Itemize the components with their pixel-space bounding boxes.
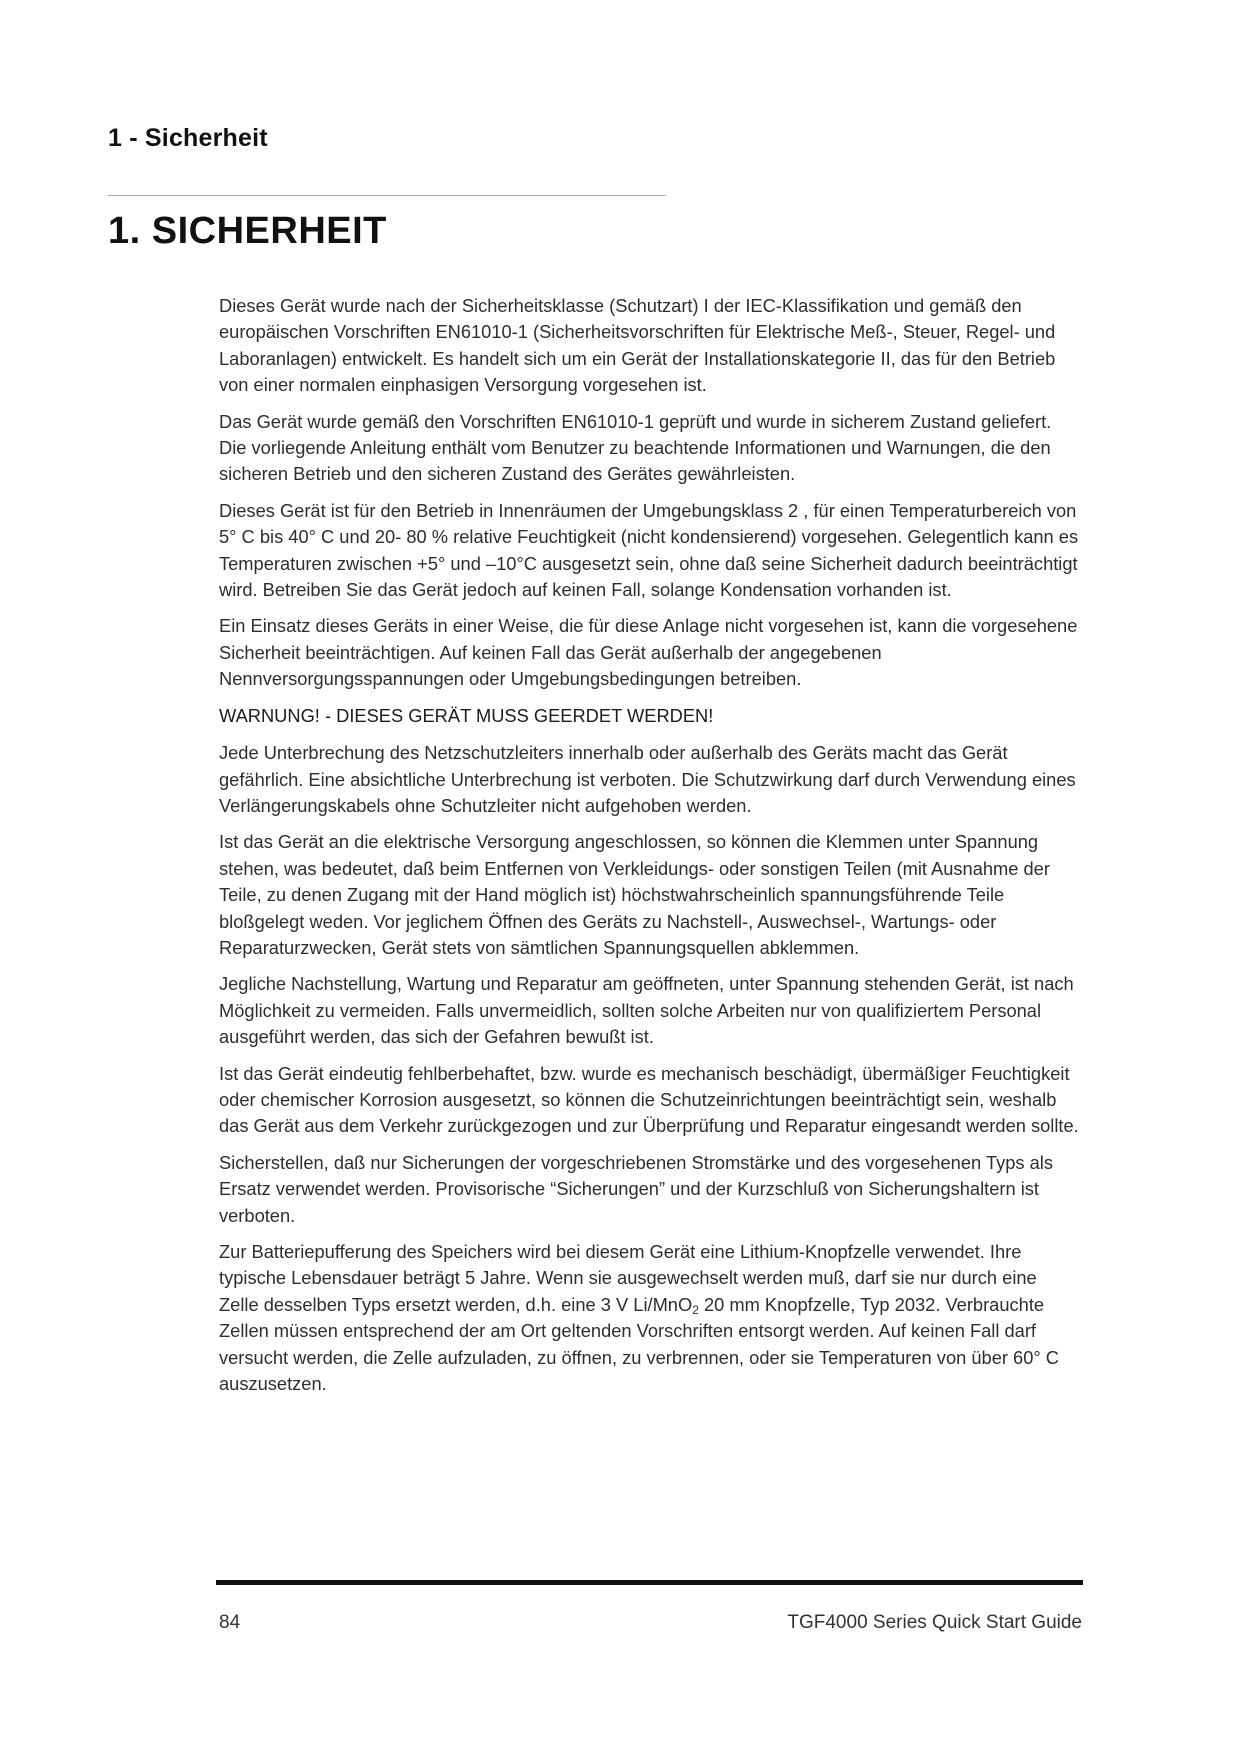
- paragraph-maintenance: Jegliche Nachstellung, Wartung und Reparatur am geöffneten, unter Spannung stehenden Gerät, ist nach Möglichkeit zu vermeiden. Falls unvermeidlich, sollten solche Arbeiten nur von qualifiziertem Personal ausgeführt werden, das sich der Gefahren bewußt ist.: [219, 973, 1074, 1048]
- footer-divider: [216, 1580, 1083, 1585]
- paragraph-protective-earth: Jede Unterbrechung des Netzschutzleiters innerhalb oder außerhalb des Geräts macht das Gerät gefährlich. Eine absichtliche Unterbrechung ist verboten. Die Schutzwirkung darf durch Verwendung eines Verlängerungskabels ohne Schutzleiter nicht aufgehoben werden.: [219, 742, 1076, 816]
- paragraph-defective-device: Ist das Gerät eindeutig fehlberbehaftet, bzw. wurde es mechanisch beschädigt, übermäßiger Feuchtigkeit oder chemischer Korrosion ausgesetzt, so können die Schutzeinrichtungen beeinträchtigt sein, weshalb das Gerät aus dem Verkehr zurückgezogen und zur Überprüfung und Reparatur eingesandt werden sollte.: [219, 1062, 1079, 1137]
- paragraph-classification: Dieses Gerät wurde nach der Sicherheitsklasse (Schutzart) I der IEC-Klassifikation und gemäß den europäischen Vorschriften EN61010-1 (Sicherheitsvorschriften für Elektrische Meß-, Steuer, Regel- und Laboranlagen) entwickelt. Es handelt sich um ein Gerät der Installationskategorie II, das für den Betrieb von einer normalen einphasigen Versorgung vorgesehen ist.: [219, 295, 1056, 396]
- paragraph-tested: Das Gerät wurde gemäß den Vorschriften EN61010-1 geprüft und wurde in sicherem Zustand geliefert. Die vorliegende Anleitung enthält vom Benutzer zu beachtende Informationen und Warnungen, die den sicheren Betrieb und den sicheren Zustand des Gerätes gewährleisten.: [219, 410, 1052, 485]
- document-title: TGF4000 Series Quick Start Guide: [787, 1612, 1082, 1633]
- battery-subscript: 2: [692, 1302, 699, 1317]
- chapter-title: 1. SICHERHEIT: [108, 210, 387, 252]
- paragraph-environment: Dieses Gerät ist für den Betrieb in Innenräumen der Umgebungsklass 2 , für einen Temperaturbereich von 5° C bis 40° C und 20- 80 % relative Feuchtigkeit (nicht kondensierend) vorgesehen. Gelegentlich kann es Temperaturen zwischen +5° und –10°C ausgesetzt sein, ohne daß seine Sicherheit dadurch beeinträchtigt wird. Betreiben Sie das Gerät jedoch auf keinen Fall, solange Kondensation vorhanden ist.: [219, 499, 1079, 601]
- paragraph-fuses: Sicherstellen, daß nur Sicherungen der vorgeschriebenen Stromstärke und des vorgesehenen Typs als Ersatz verwendet werden. Provisorische “Sicherungen” und der Kurzschluß von Sicherungshaltern ist verboten.: [219, 1151, 1053, 1226]
- battery-text-part-1: Zur Batteriepufferung des Speichers wird bei diesem Gerät eine Lithium-Knopfzelle verwendet. Ihre typische Lebensdauer beträgt 5 Jahre. Wenn sie ausgewechselt werden muß, darf sie nur durch eine Zelle desselben Typs ersetzt werden, d.h. eine 3 V Li/MnO: [219, 1241, 1037, 1315]
- body-text: [219, 293, 1081, 1407]
- paragraph-battery: [219, 1239, 1081, 1397]
- grounding-warning: WARNUNG! - DIESES GERÄT MUSS GEERDET WERDEN!: [219, 704, 714, 726]
- paragraph-live-terminals: Ist das Gerät an die elektrische Versorgung angeschlossen, so können die Klemmen unter Spannung stehen, was bedeutet, daß beim Entfernen von Verkleidungs- oder sonstigen Teilen (mit Ausnahme der Teile, zu denen Zugang mit der Hand möglich ist) höchstwahrscheinlich spannungsführende Teile bloßgelegt weden. Vor jeglichem Öffnen des Geräts zu Nachstell-, Auswechsel-, Wartungs- oder Reparaturzwecken, Gerät stets von sämtlichen Spannungsquellen abklemmen.: [219, 831, 1050, 958]
- battery-text-part-2: 20 mm Knopfzelle, Typ 2032. Verbrauchte Zellen müssen entsprechend der am Ort geltenden Vorschriften entsorgt werden. Auf keinen Fall darf versucht werden, die Zelle aufzuladen, zu öffnen, zu verbrennen, oder sie Temperaturen von über 60° C auszusetzen.: [219, 1293, 1059, 1395]
- paragraph-misuse: Ein Einsatz dieses Geräts in einer Weise, die für diese Anlage nicht vorgesehen ist, kann die vorgesehene Sicherheit beeinträchtigen. Auf keinen Fall das Gerät außerhalb der angegebenen Nennversorgungsspannungen oder Umgebungsbedingungen betreiben.: [219, 615, 1078, 690]
- header-divider: [108, 195, 666, 196]
- page-number: 84: [219, 1612, 241, 1633]
- running-header: 1 - Sicherheit: [108, 124, 268, 152]
